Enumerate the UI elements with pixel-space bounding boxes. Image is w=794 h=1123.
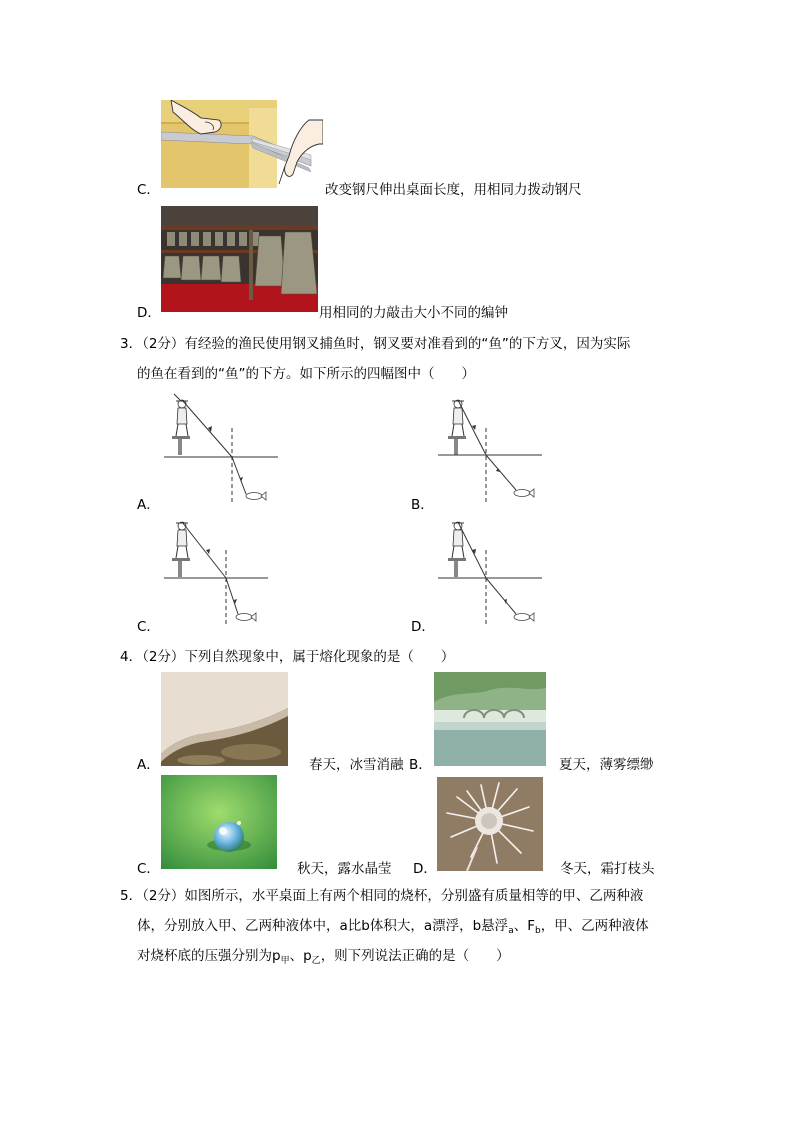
q3-diagram-c	[160, 514, 280, 626]
q3-diagram-d	[436, 514, 546, 626]
q5-line3-part1: 对烧杯底的压强分别为p	[137, 948, 281, 964]
q5-sub-b: b	[534, 926, 541, 936]
q5-line3-part3: ，则下列说法正确的是（ ）	[320, 948, 510, 964]
q4-option-a-text: 春天，冰雪消融	[309, 757, 404, 773]
q4-option-c-text: 秋天，露水晶莹	[297, 861, 392, 877]
q4-option-a-letter[interactable]: A．	[137, 757, 160, 773]
ruler-image	[161, 100, 323, 188]
q5-stem-line-1: 5．（2分）如图所示，水平桌面上有两个相同的烧杯，分别盛有质量相等的甲、乙两种液	[120, 888, 644, 904]
q5-stem-line-2	[137, 914, 649, 936]
q3-stem-line-2: 的鱼在看到的“鱼”的下方。如下所示的四幅图中（ ）	[137, 366, 475, 382]
q4-option-b-letter[interactable]: B．	[409, 757, 432, 773]
q4-stem: 4．（2分）下列自然现象中，属于熔化现象的是（ ）	[120, 649, 455, 665]
q5-line3-part2: 、p	[289, 948, 312, 964]
foggy-bridge-image	[434, 672, 546, 766]
q4-option-c-letter[interactable]: C．	[137, 861, 160, 877]
q3-option-c[interactable]: C．	[137, 619, 160, 635]
q2-option-c-letter[interactable]: C．	[137, 182, 160, 198]
q4-option-d-text: 冬天，霜打枝头	[560, 861, 655, 877]
dew-drop-image	[161, 775, 277, 869]
q3-diagram-b	[436, 392, 546, 504]
q3-option-a[interactable]: A．	[137, 497, 160, 513]
q3-stem-line-1: 3．（2分）有经验的渔民使用钢叉捕鱼时，钢叉要对准看到的“鱼”的下方叉，因为实际	[120, 336, 631, 352]
chime-bells-image	[161, 206, 318, 312]
frost-plant-image	[437, 777, 543, 871]
fisherman-icon	[172, 394, 190, 455]
ice-melting-image	[161, 672, 288, 766]
q4-option-d-letter[interactable]: D．	[413, 861, 437, 877]
q5-line2-mid: 、F	[513, 918, 535, 934]
q5-stem-line-3	[137, 944, 510, 966]
q4-option-b-text: 夏天，薄雾缥缈	[559, 757, 654, 773]
q2-option-d-letter[interactable]: D．	[137, 305, 161, 321]
q3-option-d[interactable]: D．	[411, 619, 435, 635]
q5-sub-a: a	[508, 926, 514, 936]
q5-line2-part1: 体，分别放入甲、乙两种液体中，a比b体积大，a漂浮，b悬浮	[137, 918, 509, 934]
fish-icon	[246, 492, 266, 500]
q5-line2-part2: ，甲、乙两种液体	[540, 918, 649, 934]
q5-sub-jia: 甲	[280, 956, 290, 966]
q2-option-d-text: 用相同的力敲击大小不同的编钟	[319, 305, 508, 321]
q5-sub-yi: 乙	[311, 956, 321, 966]
q3-option-b[interactable]: B．	[411, 497, 434, 513]
q3-diagram-a	[160, 392, 280, 504]
q2-option-c-text: 改变钢尺伸出桌面长度，用相同力拨动钢尺	[325, 182, 582, 198]
